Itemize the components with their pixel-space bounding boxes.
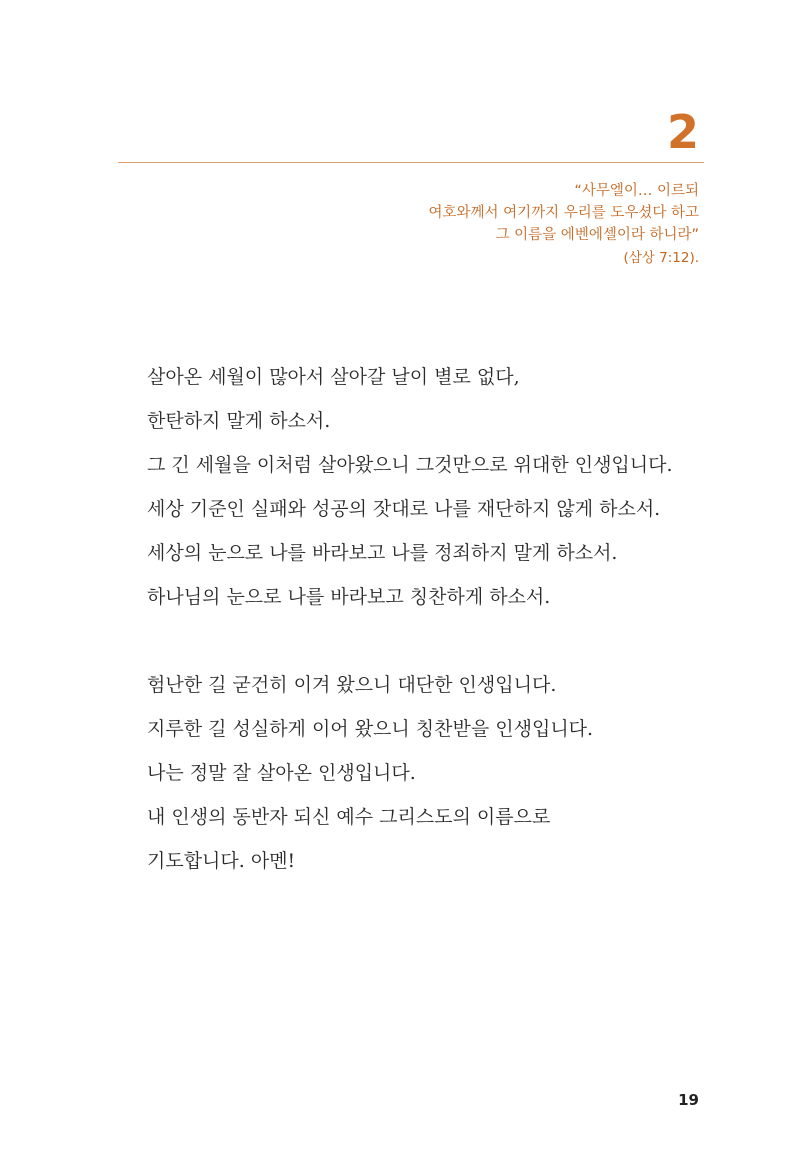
prayer-line: 그 긴 세월을 이처럼 살아왔으니 그것만으로 위대한 인생입니다. <box>147 454 673 476</box>
prayer-line: 한탄하지 말게 하소서. <box>147 410 331 432</box>
epigraph-line: 여호와께서 여기까지 우리를 도우셨다 하고 <box>428 205 699 221</box>
epigraph-line: “사무엘이… 이르되 <box>574 183 699 199</box>
prayer-body <box>147 355 747 883</box>
prayer-line: 살아온 세월이 많아서 살아갈 날이 별로 없다, <box>147 366 520 388</box>
page-number: 19 <box>678 1091 699 1109</box>
epigraph <box>199 180 699 268</box>
prayer-line: 지루한 길 성실하게 이어 왔으니 칭찬받을 인생입니다. <box>147 718 594 740</box>
header-divider <box>118 162 704 163</box>
prayer-line: 하나님의 눈으로 나를 바라보고 칭찬하게 하소서. <box>147 586 551 608</box>
stanza-2 <box>147 663 747 883</box>
prayer-line: 기도합니다. 아멘! <box>147 850 296 872</box>
prayer-line: 내 인생의 동반자 되신 예수 그리스도의 이름으로 <box>147 806 551 828</box>
prayer-line: 세상 기준인 실패와 성공의 잣대로 나를 재단하지 않게 하소서. <box>147 498 661 520</box>
prayer-line: 험난한 길 굳건히 이겨 왔으니 대단한 인생입니다. <box>147 674 557 696</box>
prayer-line: 세상의 눈으로 나를 바라보고 나를 정죄하지 말게 하소서. <box>147 542 618 564</box>
prayer-line: 나는 정말 잘 살아온 인생입니다. <box>147 762 416 784</box>
chapter-number: 2 <box>666 105 699 159</box>
epigraph-citation: (삼상 7:12). <box>623 250 699 266</box>
epigraph-line: 그 이름을 에벤에셀이라 하니라” <box>495 227 699 243</box>
stanza-1 <box>147 355 747 619</box>
